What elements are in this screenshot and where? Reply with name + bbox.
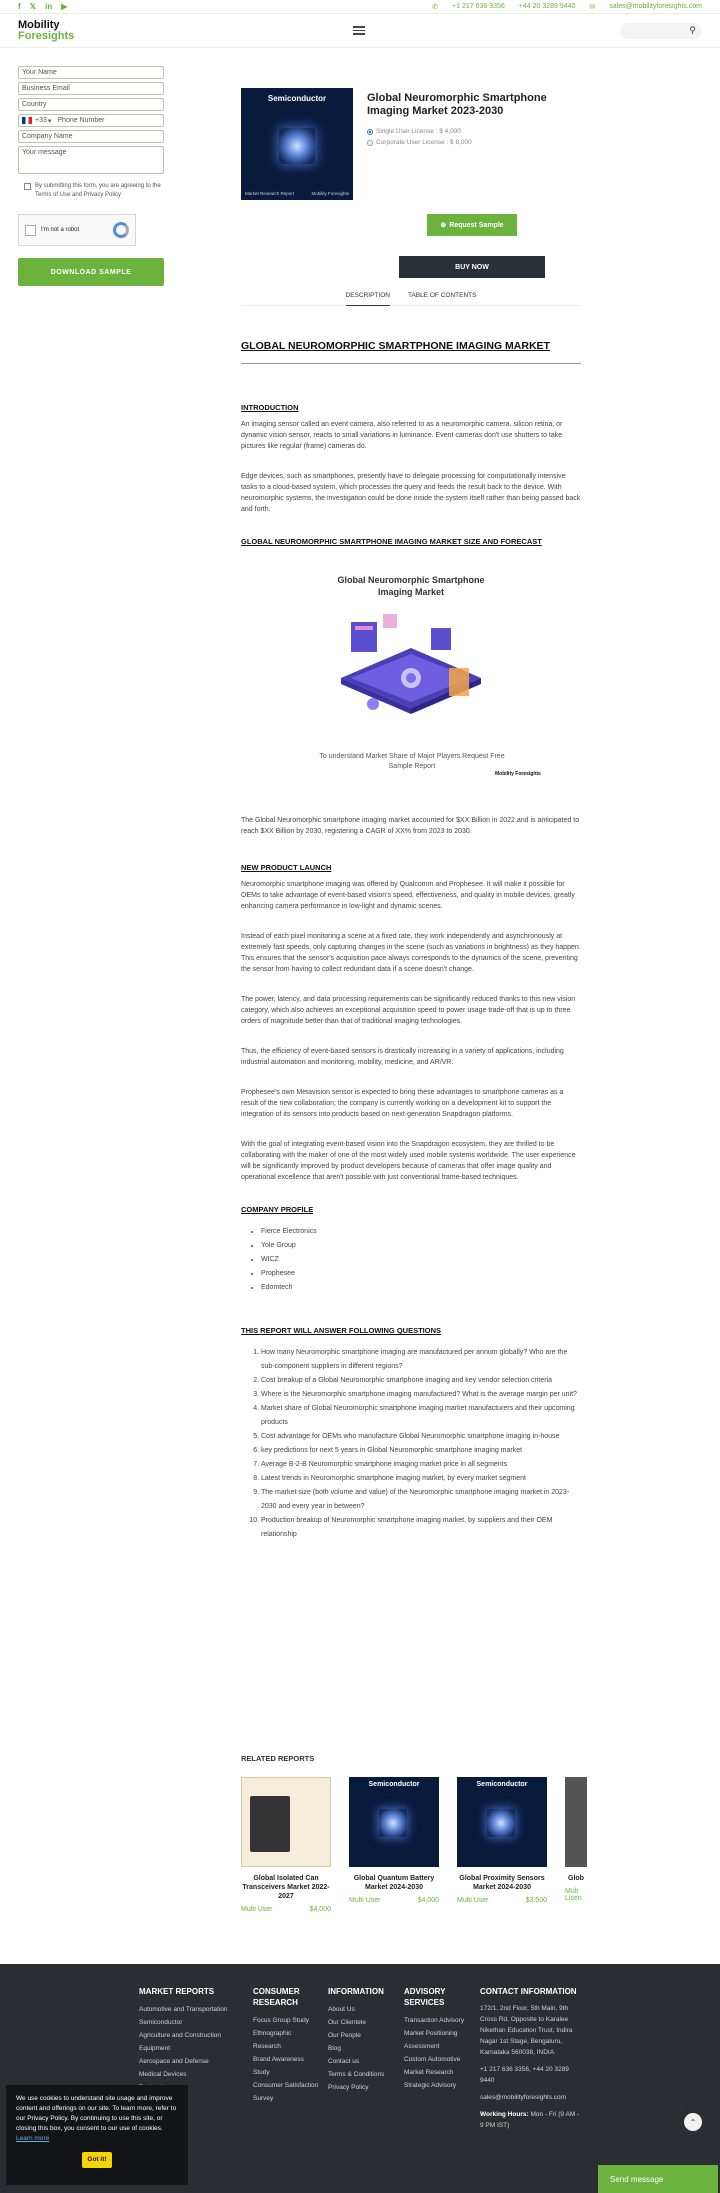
- questions-heading: THIS REPORT WILL ANSWER FOLLOWING QUESTIONS: [241, 1326, 441, 1335]
- market-infographic: [241, 574, 581, 796]
- list-item: 4. Market share of Global Neuromorphic smartphone imaging market manufacturers and their upcoming products: [261, 1402, 581, 1430]
- related-card[interactable]: Glob Mult Licen: [565, 1777, 587, 1913]
- list-item: • Yole Group: [261, 1239, 581, 1253]
- footer-email[interactable]: sales@mobilityforesights.com: [480, 2094, 567, 2101]
- phone-field[interactable]: [18, 114, 164, 127]
- footer-link[interactable]: Custom Automotive Market Research: [404, 2056, 461, 2076]
- infographic-title: Global Neuromorphic Smartphone Imaging Market: [337, 575, 485, 597]
- consent-text: By submitting this form, you are agreeing to the Terms of Use and Privacy Policy: [35, 183, 161, 198]
- captcha-checkbox[interactable]: [25, 225, 36, 236]
- youtube-icon[interactable]: ▶: [61, 2, 68, 11]
- divider: [241, 363, 581, 364]
- list-item: 9. The market size (both volume and value) of the Neuromorphic smartphone imaging market in 2023-2030 and every year in between?: [261, 1486, 581, 1514]
- ic-package-illustration: [250, 1796, 290, 1852]
- plus-circle-icon: ⊕: [440, 222, 447, 229]
- sample-request-form: [18, 66, 164, 286]
- launch-paragraph-4: Thus, the efficiency of event-based sensors is drastically increasing in a variety of applications, including industrial automation and monitoring, mobility, medicine, and AR/VR.: [241, 1048, 564, 1066]
- page-title: Global Neuromorphic Smartphone Imaging Market 2023-2030: [367, 92, 547, 117]
- footer-link[interactable]: Market Positioning Assessment: [404, 2030, 458, 2050]
- article-heading: GLOBAL NEUROMORPHIC SMARTPHONE IMAGING MARKET: [241, 340, 550, 352]
- list-item: 5. Cost advantage for OEMs who manufacture Global Neuromorphic smartphone imaging in-house: [261, 1430, 581, 1444]
- twitter-icon[interactable]: 𝕏: [29, 2, 37, 11]
- cookie-banner: [6, 2085, 188, 2185]
- footer-link[interactable]: Contact us: [328, 2058, 360, 2065]
- phone-icon: ✆: [432, 3, 439, 11]
- footer-address: 172/1, 2nd Floor, 5th Main, 9th Cross Rd, Opposite to Karalee Nikethan Education Trust, Indira Nagar 1st Stage, Bengaluru, Karnataka 560038, INDIA: [480, 2005, 573, 2056]
- list-item: 3. Where is the Neuromorphic smartphone imaging manufactured? What is the average margin per unit?: [261, 1388, 581, 1402]
- social-links: [18, 2, 67, 11]
- company-profile-heading: COMPANY PROFILE: [241, 1205, 314, 1214]
- company-list: [261, 1225, 581, 1295]
- tab-description[interactable]: DESCRIPTION: [346, 292, 390, 306]
- phone-placeholder: Phone Number: [57, 117, 105, 124]
- company-field[interactable]: Company Name: [18, 130, 164, 143]
- footer-information: INFORMATION About Us Our Clientele Our People Blog Contact us Terms & Conditions Privacy Policy: [328, 1986, 388, 2094]
- learn-more-link[interactable]: Learn more: [16, 2135, 50, 2142]
- scroll-top-icon[interactable]: ⌃: [684, 2113, 702, 2131]
- footer-link[interactable]: Terms & Conditions: [328, 2071, 385, 2078]
- related-card[interactable]: Global Isolated Can Transceivers Market 2022-2027 Multi User $4,000: [241, 1777, 331, 1913]
- list-item: 6. key predictions for next 5 years in Global Neuromorphic smartphone imaging market: [261, 1444, 581, 1458]
- footer-market-reports: MARKET REPORTS Automotive and Transportation Semiconductor Agriculture and Construction Equipment Aerospace and Defense Medical Devices: [139, 1986, 239, 2094]
- name-field[interactable]: Your Name: [18, 66, 164, 79]
- launch-paragraph-6: With the goal of integrating event-based vision into the Snapdragon ecosystem, they are thrilled to be collaborating with the maker of one of the most widely used mobile systems worldwide. The user experience will be significantly improved by product developers because of cameras that offer image quality and operational excellence that aren't possible with just conventional frame-based techniques.: [241, 1141, 576, 1181]
- list-item: 7. Average B-2-B Neuromorphic smartphone imaging market price in all segments: [261, 1458, 581, 1472]
- license-corporate-option[interactable]: Corporate User License : $ 8,000: [367, 137, 581, 148]
- email-field[interactable]: Business Email: [18, 82, 164, 95]
- footer-link[interactable]: Transaction Advisory: [404, 2017, 465, 2024]
- list-item: • Prophesee: [261, 1267, 581, 1281]
- chip-illustration: [487, 1809, 515, 1837]
- linkedin-icon[interactable]: in: [45, 2, 53, 11]
- launch-paragraph-3: The power, latency, and data processing requirements can be significantly reduced thanks to this new vision category, which also achieves an exceptional acquisition speed to power usage trade-off that is up to three orders of magnitude better than that of traditional imaging technologies.: [241, 996, 576, 1025]
- report-cover-image: [241, 1777, 331, 1867]
- list-item: 1. How many Neuromorphic smartphone imaging are manufactured per annum globally? Who are the sub-component suppliers in different regions?: [261, 1346, 581, 1374]
- size-heading: GLOBAL NEUROMORPHIC SMARTPHONE IMAGING MARKET SIZE AND FORECAST: [241, 537, 542, 546]
- related-heading: RELATED REPORTS: [241, 1754, 315, 1763]
- report-cover-image: Semiconductor: [457, 1777, 547, 1867]
- related-reports: [241, 1754, 591, 1913]
- search-icon[interactable]: ⚲: [689, 24, 696, 35]
- footer-link[interactable]: Automotive and Transportation: [139, 2006, 228, 2013]
- intro-paragraph-1: An imaging sensor called an event camera, also referred to as a neuromorphic camera, silicon retina, or dynamic vision sensor, reacts to small variations in luminance. Event cameras don't use shutters to take pictures like regular (frame) cameras do.: [241, 421, 563, 450]
- footer-consumer-research: CONSUMER RESEARCH Focus Group Study Ethnographic Research Brand Awareness Study Consumer Satisfaction Survey: [253, 1986, 319, 2105]
- captcha-label: I'm not a robot: [41, 227, 80, 233]
- isometric-dashboard-illustration: [331, 608, 491, 726]
- report-cover-image: [565, 1777, 587, 1867]
- radio-unselected[interactable]: [367, 140, 373, 146]
- list-item: • Fierce Electronics: [261, 1225, 581, 1239]
- message-field[interactable]: Your message: [18, 146, 164, 174]
- footer-link[interactable]: Brand Awareness Study: [253, 2056, 304, 2076]
- launch-heading: NEW PRODUCT LAUNCH: [241, 863, 332, 872]
- launch-paragraph-5: Prophesee's own Metavision sensor is expected to bring these advantages to smartphone cameras as a result of the new collaboration; the company is currently working on a development kit to support the integration of its sensors into products based on next-generation Snapdragon platforms.: [241, 1089, 564, 1118]
- chevron-down-icon: ▾: [47, 117, 52, 125]
- download-sample-button[interactable]: DOWNLOAD SAMPLE: [18, 258, 164, 286]
- license-options: [367, 126, 581, 148]
- footer-phones[interactable]: +1 217 636 3356, +44 20 3289 9440: [480, 2066, 569, 2084]
- footer-link[interactable]: Agriculture and Construction Equipment: [139, 2032, 222, 2052]
- facebook-icon[interactable]: f: [18, 2, 21, 11]
- launch-paragraph-1: Neuromorphic smartphone imaging was offered by Qualcomm and Prophesee. It will make it possible for OEMs to take advantage of event-based vision's speed, effectiveness, and quality in mobile devices, greatly enhancing camera performance in low-light and dynamic scenes.: [241, 881, 575, 910]
- whatsapp-icon[interactable]: [676, 2104, 686, 2114]
- recaptcha-widget: [18, 214, 136, 246]
- footer-link[interactable]: Medical Devices: [139, 2071, 187, 2078]
- phone-us-link[interactable]: +1 217 636 3356: [452, 3, 505, 10]
- cookie-accept-button[interactable]: Got it!: [82, 2152, 112, 2168]
- intro-paragraph-2: Edge devices, such as smartphones, presently have to delegate processing for computationally intensive tasks to a cloud-based system, which processes the query and feeds the result back to the device. With neuromorphic systems, the investigation could be done inside the system itself rather than being passed back and forth.: [241, 473, 581, 513]
- search-input[interactable]: [620, 23, 702, 39]
- product-summary: [241, 88, 581, 306]
- cookie-text: We use cookies to understand site usage and improve content and offerings on our site. To learn more, refer to our Privacy Policy. By continuing to use this site, or closing this box, you consent to our use of cookies.: [16, 2095, 177, 2132]
- related-card[interactable]: Semiconductor Global Proximity Sensors Market 2024-2030 Multi User $3,500: [457, 1777, 547, 1913]
- content-tabs: [241, 292, 581, 306]
- intro-heading: INTRODUCTION: [241, 403, 299, 412]
- phone-code[interactable]: +33: [35, 117, 47, 124]
- footer-link[interactable]: Ethnographic Research: [253, 2030, 292, 2050]
- license-single-option[interactable]: Single User License : $ 4,000: [367, 126, 581, 137]
- footer-link[interactable]: Blog: [328, 2045, 342, 2052]
- menu-icon[interactable]: [353, 26, 365, 35]
- request-sample-button[interactable]: ⊕ Request Sample: [427, 214, 517, 236]
- footer-link[interactable]: Privacy Policy: [328, 2084, 369, 2091]
- consent-row: [24, 182, 164, 200]
- chip-illustration: [379, 1809, 407, 1837]
- radio-selected[interactable]: [367, 129, 373, 135]
- recaptcha-logo-icon: [113, 222, 129, 238]
- footer-link[interactable]: Aerospace and Defense: [139, 2058, 209, 2065]
- site-logo[interactable]: Mobility Foresights: [18, 18, 75, 42]
- list-item: 2. Cost breakup of a Global Neuromorphic smartphone imaging and key vendor selection criteria: [261, 1374, 581, 1388]
- country-field[interactable]: Country: [18, 98, 164, 111]
- report-description: [241, 340, 581, 1542]
- mail-icon: ✉: [589, 3, 596, 11]
- site-header: [0, 14, 720, 48]
- questions-list: [261, 1346, 581, 1542]
- infographic-brand: Mobility Foresights: [495, 771, 541, 777]
- related-card[interactable]: Semiconductor Global Quantum Battery Market 2024-2030 Multi User $4,000: [349, 1777, 439, 1913]
- tab-table-of-contents[interactable]: TABLE OF CONTENTS: [407, 292, 477, 299]
- footer-link[interactable]: Strategic Advisory: [404, 2082, 457, 2089]
- list-item: 10. Production breakup of Neuromorphic smartphone imaging market, by suppliers and their OEM relationship: [261, 1514, 581, 1542]
- footer-advisory: ADVISORY SERVICES Transaction Advisory Market Positioning Assessment Custom Automotive Market Research Strategic Advisory: [404, 1986, 474, 2092]
- footer-link[interactable]: Focus Group Study: [253, 2017, 309, 2024]
- footer-link[interactable]: Semiconductor: [139, 2019, 183, 2026]
- france-flag-icon: [22, 117, 32, 124]
- footer-link[interactable]: Our Clientele: [328, 2019, 366, 2026]
- top-bar: [0, 0, 720, 14]
- consent-checkbox[interactable]: [24, 183, 31, 190]
- report-cover-image: Semiconductor Market Research Report Mobility Foresights: [241, 88, 353, 200]
- list-item: • WICZ: [261, 1253, 581, 1267]
- launch-paragraph-2: Instead of each pixel monitoring a scene at a fixed rate, they work independently and asynchronously at extremely fast speeds, only capturing changes in the scene (such as variations in brightness) as they happen. This ensures that the sensor's acquisition pace always corresponds to the dynamics of the scene, preventing the sensor from having to collect redundant data if a scene doesn't change.: [241, 933, 581, 973]
- size-paragraph: The Global Neuromorphic smartphone imaging market accounted for $XX Billion in 2022 and is anticipated to reach $XX Billion by 2030, registering a CAGR of XX% from 2023 to 2030.: [241, 817, 580, 835]
- report-cover-image: Semiconductor: [349, 1777, 439, 1867]
- footer-contact: CONTACT INFORMATION 172/1, 2nd Floor, 5th Main, 9th Cross Rd, Opposite to Karalee Nikethan Education Trust, Indira Nagar 1st Stage, Bengaluru, Karnataka 560038, INDIA +1 217 636 3356, +44 20 3289 9440 sales@mobilityforesights.com Working Hours: Mon - Fri (9 AM - 9 PM IST): [480, 1986, 584, 2131]
- buy-now-button[interactable]: BUY NOW: [399, 256, 545, 278]
- footer-link[interactable]: Our People: [328, 2032, 361, 2039]
- footer-link[interactable]: Consumer Satisfaction Survey: [253, 2082, 319, 2102]
- infographic-caption[interactable]: To understand Market Share of Major Players Request Free Sample Report: [319, 753, 505, 770]
- chip-illustration: [279, 128, 315, 164]
- list-item: 8. Latest trends in Neuromorphic smartphone imaging market, by every market segment: [261, 1472, 581, 1486]
- footer-link[interactable]: About Us: [328, 2006, 355, 2013]
- top-contacts: [432, 3, 702, 11]
- email-link[interactable]: sales@mobilityforesights.com: [609, 3, 702, 10]
- list-item: • Edomtech: [261, 1281, 581, 1295]
- phone-uk-link[interactable]: +44 20 3289 9440: [518, 3, 576, 10]
- send-message-button[interactable]: Send message: [598, 2165, 718, 2193]
